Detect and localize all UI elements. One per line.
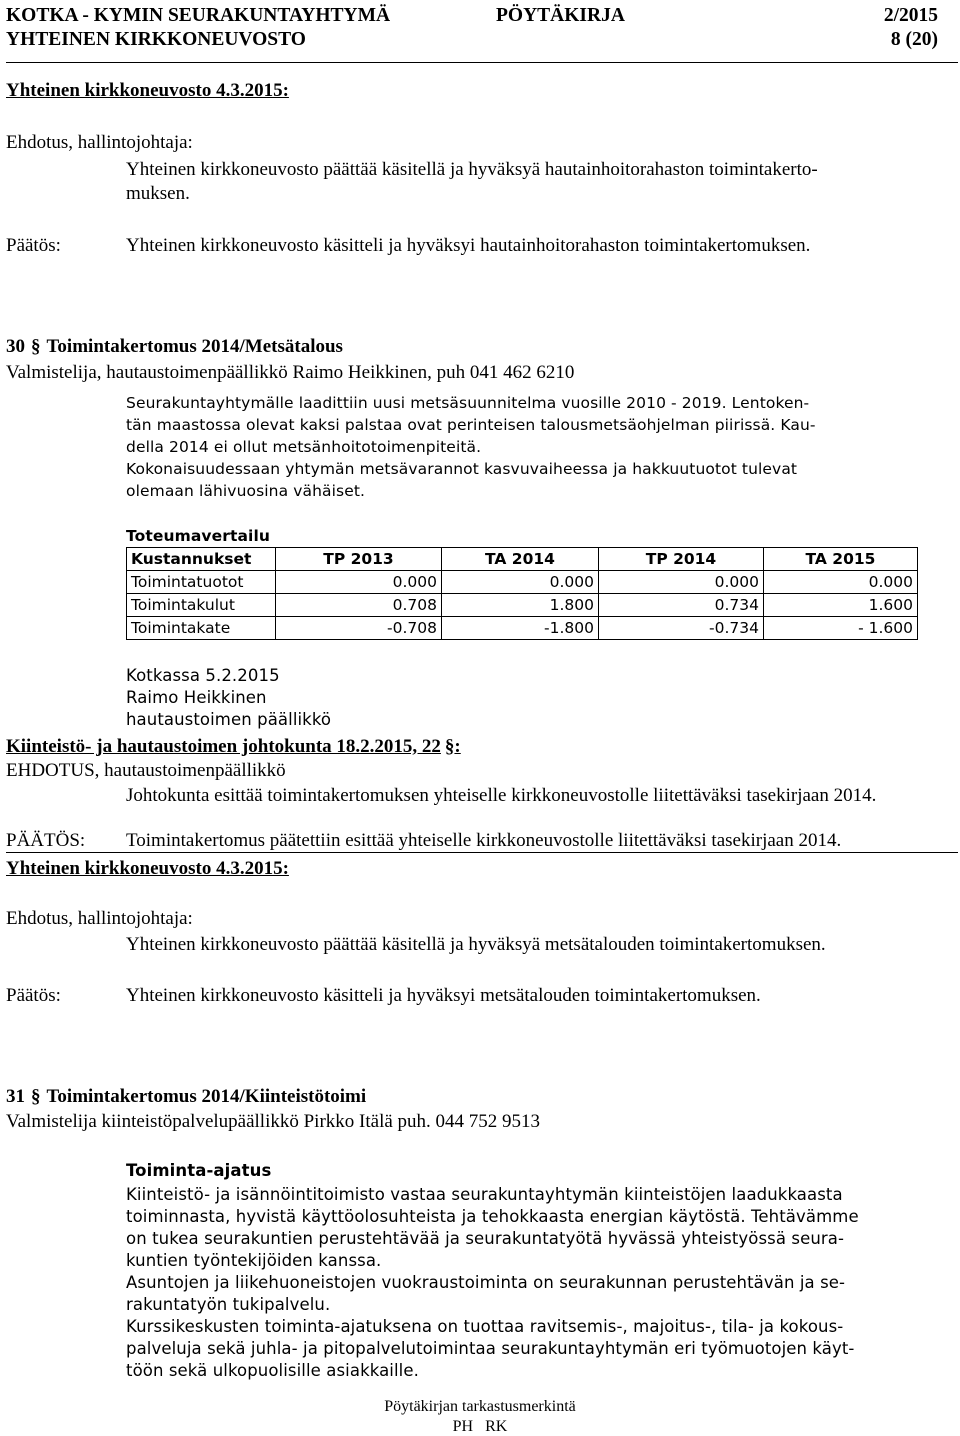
board-decision-label: PÄÄTÖS: [6,830,86,851]
section-31-paragraph [126,1184,946,1382]
signature-name: Raimo Heikkinen [126,688,267,707]
table-cell: 0.000 [764,571,918,594]
section-sign-icon: § [31,1086,41,1107]
table-cell: Toimintakulut [127,594,276,617]
table-row [127,594,918,617]
paragraph-line: tän maastossa olevat kaksi palstaa ovat perinteisen talousmetsäohjelman piirissä. Kau- [126,416,816,434]
signature-title: hautaustoimen päällikkö [126,710,332,729]
council-decision-label: Päätös: [6,985,61,1006]
paragraph-line: rakuntatyön tukipalvelu. [126,1295,331,1314]
section-31-preparer: Valmistelija kiinteistöpalvelupäällikkö Pirkko Itälä puh. 044 752 9513 [6,1111,541,1132]
council-decision-text: Yhteinen kirkkoneuvosto käsitteli ja hyväksyi metsätalouden toimintakertomuksen. [126,985,761,1006]
paragraph-line: olemaan lähivuosina vähäiset. [126,482,366,500]
table-cell: 0.708 [276,594,442,617]
body-name: YHTEINEN KIRKKONEUVOSTO [6,29,306,50]
table-cell: 0.000 [599,571,764,594]
board-meeting-text: Kiinteistö- ja hautaustoimen johtokunta 18.2.2015, 22 [6,736,441,757]
table-heading: Toteumavertailu [126,527,271,545]
signature-block [126,665,946,731]
header-rule [6,62,958,63]
council-proposal-text: Yhteinen kirkkoneuvosto päättää käsitellä ja hyväksyä metsätalouden toimintakertomuksen. [126,934,826,955]
table-header-cell: TP 2013 [276,548,442,571]
board-proposal-label: EHDOTUS, hautaustoimenpäällikkö [6,760,286,781]
signature-place-date: Kotkassa 5.2.2015 [126,666,280,685]
decision-text: Yhteinen kirkkoneuvosto käsitteli ja hyväksyi hautainhoitorahaston toimintakertomuksen. [126,235,811,256]
table-cell: Toimintatuotot [127,571,276,594]
board-meeting-heading [6,736,461,758]
decision-label: Päätös: [6,235,61,256]
paragraph-line: kuntien työntekijöiden kanssa. [126,1251,382,1270]
proposal-label: Ehdotus, hallintojohtaja: [6,132,193,153]
paragraph-line: palveluja sekä juhla- ja pitopalvelutoimintaa seurakuntayhtymän eri työmuotojen käyt- [126,1339,855,1358]
paragraph-line: töön sekä ulkopuolisille asiakkaille. [126,1361,419,1380]
paragraph-line: Kiinteistö- ja isännöintitoimisto vastaa seurakuntayhtymän kiinteistöjen laadukkaasta [126,1185,843,1204]
table-header-cell: TA 2015 [764,548,918,571]
doc-type: PÖYTÄKIRJA [496,5,625,26]
table-cell: Toimintakate [127,617,276,640]
paragraph-line: Kurssikeskusten toiminta-ajatuksena on tuottaa ravitsemis-, majoitus-, tila- ja kokous- [126,1317,844,1336]
board-decision-text: Toimintakertomus päätettiin esittää yhteiselle kirkkoneuvostolle liitettäväksi tasekirjaan 2014. [126,830,842,851]
section-31-subheading: Toiminta-ajatus [126,1161,272,1180]
table-header-cell: TA 2014 [442,548,599,571]
section-30-paragraph [126,392,946,502]
divider-rule [6,852,958,853]
section-title: Toimintakertomus 2014/Kiinteistötoimi [46,1086,367,1107]
table-row [127,617,918,640]
table-cell: 0.734 [599,594,764,617]
council-meeting-heading: Yhteinen kirkkoneuvosto 4.3.2015: [6,858,289,879]
table-header-cell: Kustannukset [127,548,276,571]
board-meeting-colon: : [454,736,461,757]
section-30-heading [6,336,343,358]
table-header-cell: TP 2014 [599,548,764,571]
section-sign-icon: § [31,336,41,357]
doc-number: 2/2015 [883,5,938,26]
section-sign-icon: § [444,736,455,757]
page-number: 8 (20) [890,29,938,50]
proposal-line: Yhteinen kirkkoneuvosto päättää käsitellä ja hyväksyä hautainhoitorahaston toimintakerto- [126,159,818,180]
table-cell: -0.734 [599,617,764,640]
proposal-line: muksen. [126,183,190,204]
meeting-heading: Yhteinen kirkkoneuvosto 4.3.2015: [6,80,289,101]
footer-check-label: Pöytäkirjan tarkastusmerkintä [384,1398,576,1415]
section-30-preparer: Valmistelija, hautaustoimenpäällikkö Raimo Heikkinen, puh 041 462 6210 [6,362,575,383]
table-cell: 1.800 [442,594,599,617]
table-cell: 1.600 [764,594,918,617]
section-title: Toimintakertomus 2014/Metsätalous [46,336,343,357]
paragraph-line: on tukea seurakuntien perustehtävää ja seurakuntatyötä hyvässä yhteistyössä seura- [126,1229,845,1248]
paragraph-line: Seurakuntayhtymälle laadittiin uusi metsäsuunnitelma vuosille 2010 - 2019. Lentoken- [126,394,810,412]
table-cell: 0.000 [276,571,442,594]
table-cell: 0.000 [442,571,599,594]
section-31-heading [6,1086,366,1108]
org-name: KOTKA - KYMIN SEURAKUNTAYHTYMÄ [6,5,391,26]
board-proposal-text: Johtokunta esittää toimintakertomuksen yhteiselle kirkkoneuvostolle liitettäväksi tasekirjaan 2014. [126,785,877,806]
table-cell: -0.708 [276,617,442,640]
paragraph-line: della 2014 ei ollut metsänhoitotoimenpiteitä. [126,438,482,456]
council-proposal-label: Ehdotus, hallintojohtaja: [6,908,193,929]
table-row [127,571,918,594]
table-cell: - 1.600 [764,617,918,640]
paragraph-line: Asuntojen ja liikehuoneistojen vuokraustoiminta on seurakunnan perustehtävän ja se- [126,1273,846,1292]
paragraph-line: Kokonaisuudessaan yhtymän metsävarannot kasvuvaiheessa ja hakkuutuotot tulevat [126,460,798,478]
section-number: 31 [6,1086,25,1107]
paragraph-line: toiminnasta, hyvistä käyttöolosuhteista ja tehokkaasta energian käytöstä. Tehtävämme [126,1207,859,1226]
table-cell: -1.800 [442,617,599,640]
table-header-row [127,548,918,571]
section-number: 30 [6,336,25,357]
footer-initials: PH RK [452,1418,508,1435]
cost-comparison-table [126,547,918,640]
